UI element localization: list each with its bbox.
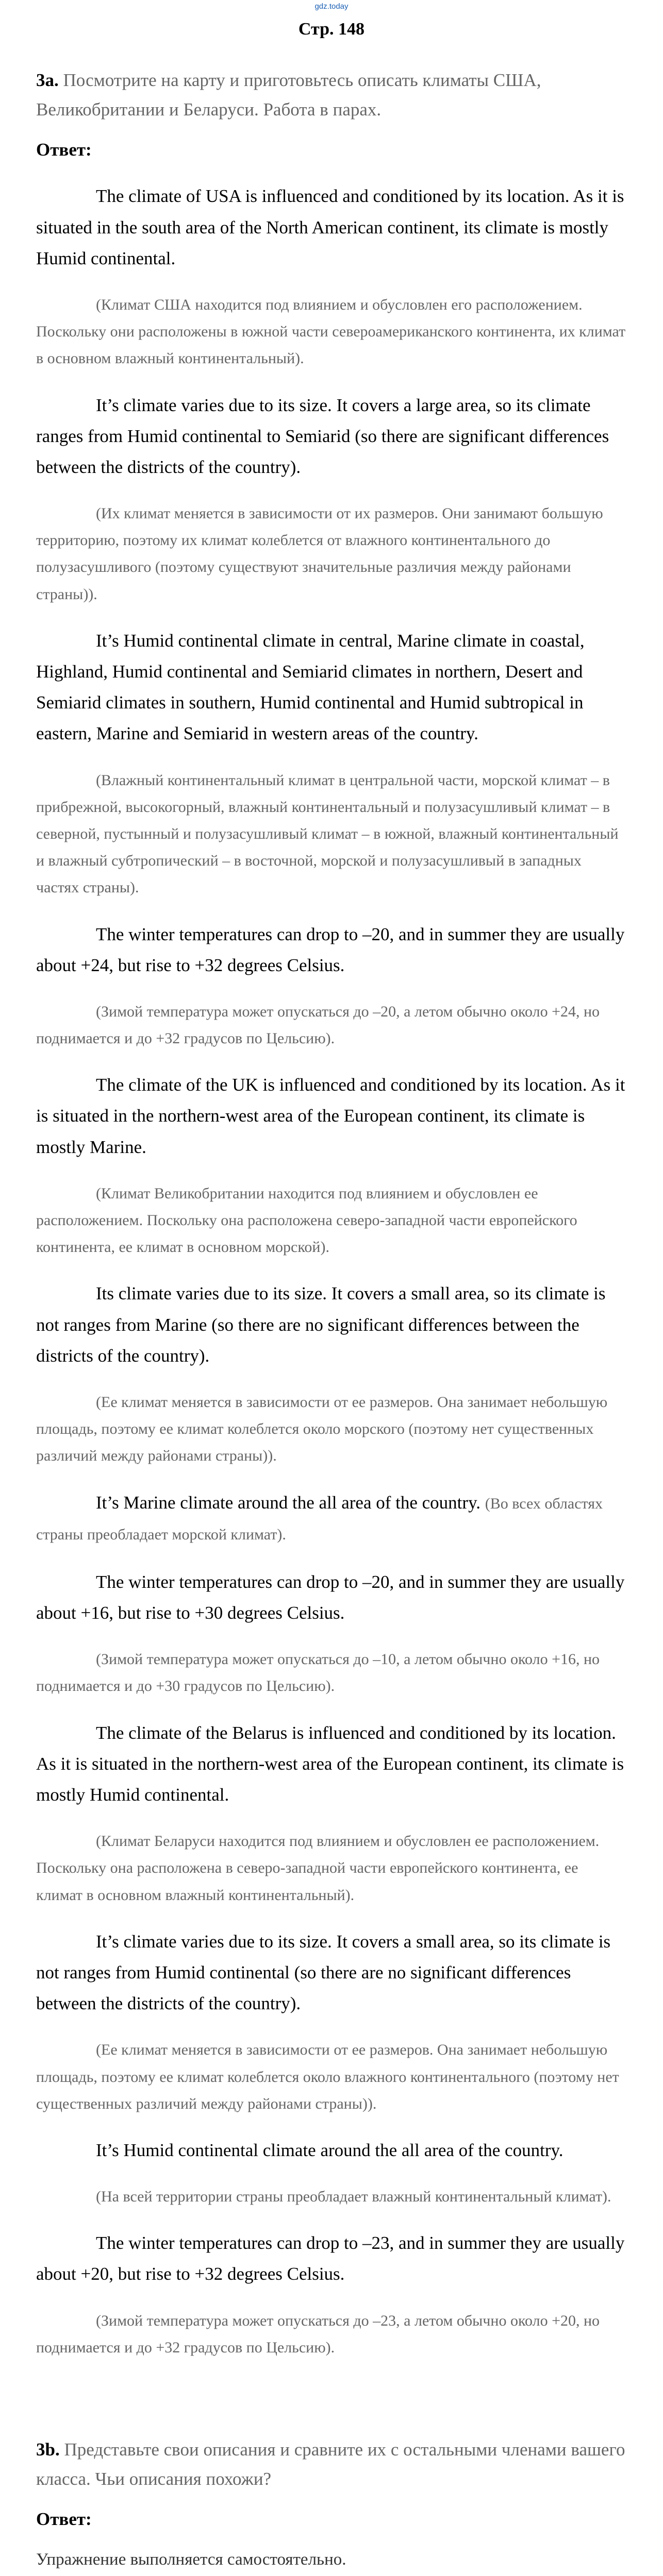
uk-marine-line-ru: (Во всех областях страны преобладает морской климат). (36, 1495, 603, 1543)
para-ru-3: (Влажный континентальный климат в центральной части, морской климат – в прибрежной, высокогорный, влажный континентальный и полузасушливый климат – в северной, пустынный и полузасушливый климат – в южной, влажный континентальный и влажный субтропический – в восточной, морской и полузасушливый в западных частях страны). (36, 771, 619, 896)
para-en-3: It’s Humid continental climate in central, Marine climate in coastal, Highland, Humid continental and Semiarid climates in northern, Desert and Semiarid climates in southern, Humid continental and Humid subtropical in eastern, Marine and Semiarid in western areas of the country. (36, 630, 585, 744)
uk-marine-line (36, 1487, 627, 1549)
para-en-4: The winter temperatures can drop to –20, and in summer they are usually about +24, but rise to +32 degrees Celsius. (36, 924, 625, 975)
para-ru-7: (Зимой температура может опускаться до –10, а летом обычно около +16, но поднимается и до +30 градусов по Цельсию). (36, 1651, 600, 1695)
para-en-8: The climate of the Belarus is influenced and conditioned by its location. As it is situated in the northern-west area of the European continent, its climate is mostly Humid continental. (36, 1722, 624, 1805)
task-3a-heading (36, 66, 627, 124)
answer-3b-label: Ответ: (36, 2509, 92, 2530)
answer-3b-text: Упражнение выполняется самостоятельно. (36, 2550, 346, 2569)
para-en-10: It’s Humid continental climate around the all area of the country. (96, 2140, 563, 2160)
para-ru-1: (Климат США находится под влиянием и обусловлен его расположением. Поскольку они расположены в южной части североамериканского континента, их климат в основном влажный континентальный). (36, 296, 626, 367)
task-3b-heading (36, 2435, 627, 2494)
para-en-11: The winter temperatures can drop to –23, and in summer they are usually about +20, but rise to +32 degrees Celsius. (36, 2233, 625, 2284)
para-ru-11: (Зимой температура может опускаться до –23, а летом обычно около +20, но поднимается и до +32 градусов по Цельсию). (36, 2312, 600, 2356)
para-ru-2: (Их климат меняется в зависимости от их размеров. Они занимают большую территорию, поэтому их климат колеблется от влажного континентального до полузасушливого (поэтому существуют значительные различия между районами страны)). (36, 505, 603, 603)
site-link[interactable]: gdz.today (314, 2, 349, 11)
answer-label: Ответ: (36, 140, 92, 160)
para-ru-4: (Зимой температура может опускаться до –20, а летом обычно около +24, но поднимается и до +32 градусов по Цельсию). (36, 1003, 600, 1047)
task-3a-number: 3a. (36, 70, 59, 90)
task-3b-number: 3b. (36, 2439, 60, 2460)
para-ru-5: (Климат Великобритании находится под влиянием и обусловлен ее расположением. Поскольку она расположена северо-западной части европейского континента, ее климат в основном морской). (36, 1184, 577, 1256)
spacer (36, 2379, 627, 2435)
page-title: Стр. 148 (298, 20, 365, 39)
para-en-5: The climate of the UK is influenced and conditioned by its location. As it is situated in the northern-west area of the European continent, its climate is mostly Marine. (36, 1075, 625, 1157)
uk-marine-line-en: It’s Marine climate around the all area of the country. (96, 1492, 481, 1513)
para-ru-8: (Климат Беларуси находится под влиянием и обусловлен ее расположением. Поскольку она расположена в северо-западной части европейского континента, ее климат в основном влажный континентальный). (36, 1833, 600, 1904)
para-en-7: The winter temperatures can drop to –20, and in summer they are usually about +16, but rise to +30 degrees Celsius. (36, 1571, 625, 1623)
para-ru-6: (Ее климат меняется в зависимости от ее размеров. Она занимает небольшую площадь, поэтому ее климат колеблется около морского (поэтому нет существенных различий между районами страны)). (36, 1393, 608, 1465)
para-ru-10: (На всей территории страны преобладает влажный континентальный климат). (96, 2188, 611, 2206)
para-en-1: The climate of USA is influenced and conditioned by its location. As it is situated in the south area of the North American continent, its climate is mostly Humid continental. (36, 186, 624, 268)
content (36, 66, 627, 2576)
para-en-9: It’s climate varies due to its size. It covers a small area, so its climate is not ranges from Humid continental (so there are no significant differences between the districts of the country). (36, 1931, 611, 2014)
para-en-6: Its climate varies due to its size. It covers a small area, so its climate is not ranges from Marine (so there are no significant differences between the districts of the country). (36, 1283, 606, 1366)
para-ru-9: (Ее климат меняется в зависимости от ее размеров. Она занимает небольшую площадь, поэтому ее климат колеблется около влажного континентального (поэтому нет существенных различий между районами страны)). (36, 2041, 619, 2112)
para-en-2: It’s climate varies due to its size. It covers a large area, so its climate ranges from Humid continental to Semiarid (so there are significant differences between the districts of the country). (36, 395, 609, 477)
task-3b-text: Представьте свои описания и сравните их с остальными членами вашего класса. Чьи описания похожи? (36, 2439, 625, 2489)
task-3a-text: Посмотрите на карту и приготовьтесь описать климаты США, Великобритании и Беларуси. Работа в парах. (36, 70, 541, 120)
